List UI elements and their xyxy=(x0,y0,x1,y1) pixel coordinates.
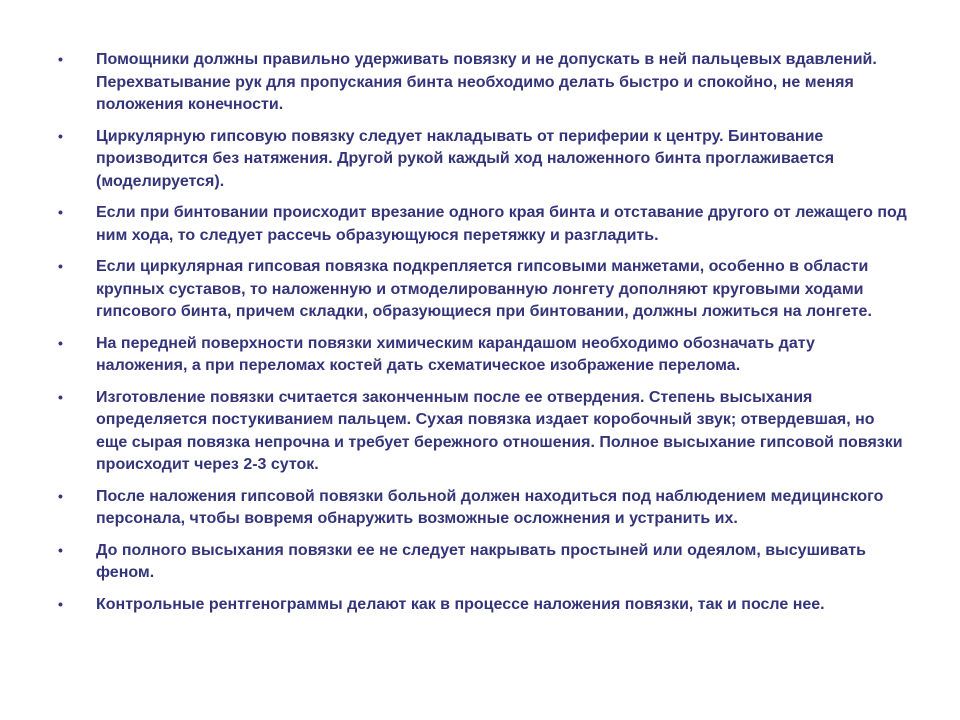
bullet-text: На передней поверхности повязки химическим карандашом необходимо обозначать дату наложения, а при переломах костей дать схематическое изображение перелома. xyxy=(96,334,815,374)
bullet-icon: • xyxy=(58,51,63,67)
bullet-item xyxy=(58,387,908,477)
bullet-item xyxy=(58,486,908,531)
bullet-text: После наложения гипсовой повязки больной должен находиться под наблюдением медицинского персонала, чтобы вовремя обнаружить возможные осложнения и устранить их. xyxy=(96,487,884,527)
bullet-text: Помощники должны правильно удерживать повязку и не допускать в ней пальцевых вдавлений. Перехватывание рук для пропускания бинта необходимо делать быстро и спокойно, не меняя положения конечности. xyxy=(96,51,877,113)
bullet-icon: • xyxy=(58,127,63,144)
bullet-text: До полного высыхания повязки ее не следует накрывать простыней или одеялом, высушивать феном. xyxy=(96,541,866,581)
bullet-item xyxy=(58,594,908,617)
bullet-item xyxy=(58,256,908,324)
bullet-text: Если при бинтовании происходит врезание одного края бинта и отставание другого от лежащего под ним хода, то следует рассечь образующуюся перетяжку и разгладить. xyxy=(96,204,907,244)
bullet-item xyxy=(58,49,908,117)
bullet-icon: • xyxy=(58,388,63,405)
bullet-text: Если циркулярная гипсовая повязка подкрепляется гипсовыми манжетами, особенно в области крупных суставов, то наложенную и отмоделированную лонгету дополняют круговыми ходами гипсового бинта, причем складки, образующиеся при бинтовании, должны ложиться на лонгете. xyxy=(96,258,872,320)
bullet-icon: • xyxy=(58,204,63,220)
bullet-item xyxy=(58,202,908,247)
bullet-icon: • xyxy=(58,334,63,351)
bullet-list xyxy=(58,49,908,625)
bullet-icon: • xyxy=(58,595,63,612)
bullet-text: Контрольные рентгенограммы делают как в процессе наложения повязки, так и после нее. xyxy=(96,595,825,613)
bullet-text: Циркулярную гипсовую повязку следует накладывать от периферии к центру. Бинтование производится без натяжения. Другой рукой каждый ход наложенного бинта проглаживается (моделируется). xyxy=(96,127,835,190)
bullet-icon: • xyxy=(58,541,63,558)
bullet-item xyxy=(58,540,908,585)
bullet-item xyxy=(58,126,908,194)
bullet-item xyxy=(58,333,908,378)
bullet-icon: • xyxy=(58,258,63,274)
bullet-icon: • xyxy=(58,487,63,504)
bullet-text: Изготовление повязки считается законченным после ее отвердения. Степень высыхания определяется постукиванием пальцем. Сухая повязка издает коробочный звук; отвердевшая, но еще сырая повязка непрочна и требует бережного отношения. Полное высыхание гипсовой повязки происходит через 2-3 суток. xyxy=(96,388,903,473)
